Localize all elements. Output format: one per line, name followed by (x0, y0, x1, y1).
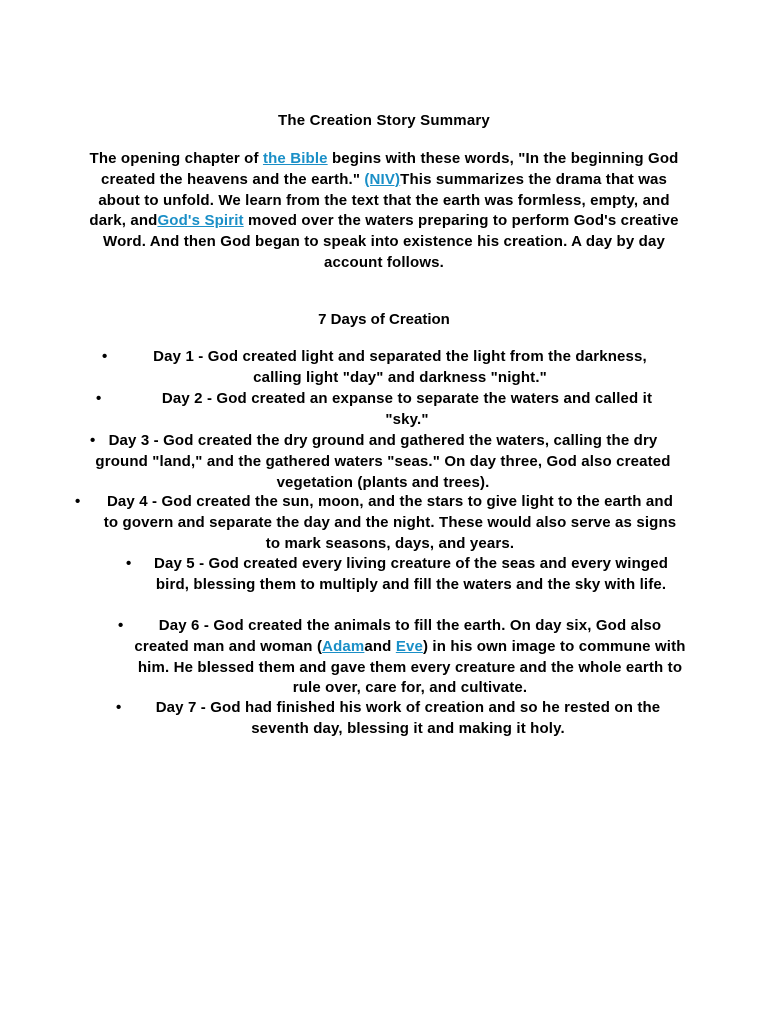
niv-link[interactable]: (NIV) (364, 170, 401, 188)
intro-text-4: moved over the waters preparing to perform God's creative Word. And then God began to speak into existence his creation. A day by day account follows. (103, 212, 679, 271)
document-title: The Creation Story Summary (278, 112, 490, 129)
list-item-day-2 (152, 389, 662, 431)
bullet-icon: • (116, 699, 122, 716)
bullet-icon: • (126, 555, 132, 572)
day-7-text: Day 7 - God had finished his work of creation and so he rested on the seventh day, blessing it and making it holy. (155, 699, 661, 737)
section-heading: 7 Days of Creation (318, 311, 450, 328)
day-6-text-3: ) in his own image to commune with him. He blessed them and gave them every creature and the whole earth to rule over, care for, and cultivate. (137, 637, 686, 697)
list-item-day-6 (130, 616, 690, 699)
day-4-text: Day 4 - God created the sun, moon, and the stars to give light to the earth and to govern and separate the day and the night. These would also serve as signs to mark seasons, days, and years. (103, 493, 677, 552)
intro-text-1: The opening chapter of (89, 150, 263, 167)
list-item-day-5 (136, 554, 686, 596)
list-item-day-7 (128, 698, 688, 740)
bullet-icon: • (118, 617, 124, 634)
day-5-text: Day 5 - God created every living creature of the seas and every winged bird, blessing them to multiply and fill the waters and the sky with life. (153, 555, 669, 593)
bible-link[interactable]: the Bible (262, 150, 328, 167)
bullet-icon: • (75, 493, 81, 510)
bullet-icon: • (102, 348, 108, 365)
list-item-day-4 (100, 492, 680, 554)
bullet-icon: • (96, 390, 102, 407)
list-item-day-3 (92, 431, 674, 493)
day-6-text-2: and (364, 637, 396, 655)
gods-spirit-link[interactable]: God's Spirit (157, 212, 244, 230)
day-3-text: Day 3 - God created the dry ground and gathered the waters, calling the dry ground "land," and the gathered waters "seas." On day three, God also created vegetation (plants and trees). (95, 432, 671, 491)
eve-link[interactable]: Eve (395, 637, 423, 655)
intro-text-3: This summarizes the drama that was about to unfold. We learn from the text that the earth was formless, empty, and dark, and (89, 170, 670, 230)
list-item-day-1 (150, 347, 650, 389)
day-6-text-1: Day 6 - God created the animals to fill the earth. On day six, God also created man and woman ( (134, 617, 662, 655)
day-2-text: Day 2 - God created an expanse to separate the waters and called it "sky." (161, 390, 653, 428)
intro-text-2: begins with these words, "In the beginning God created the heavens and the earth." (100, 150, 679, 188)
intro-paragraph (80, 149, 688, 274)
day-1-text: Day 1 - God created light and separated the light from the darkness, calling light "day" and darkness "night." (153, 348, 647, 386)
adam-link[interactable]: Adam (322, 637, 365, 655)
bullet-icon: • (90, 432, 96, 449)
